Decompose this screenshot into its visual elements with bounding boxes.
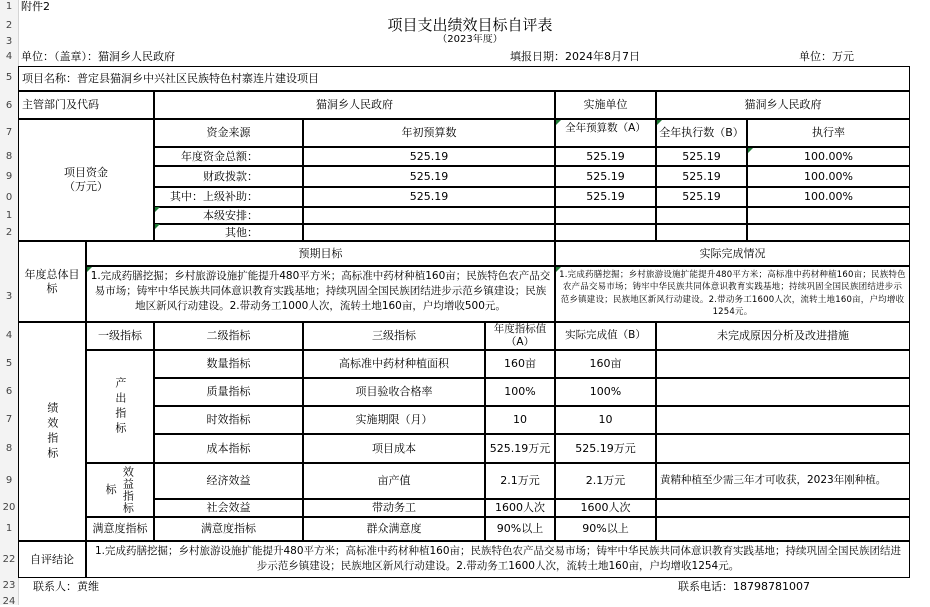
funds-header-annual: 全年预算数（A） xyxy=(555,119,656,147)
row-number[interactable]: 7 xyxy=(5,127,13,138)
fund-executed xyxy=(656,224,747,241)
contact-phone: 联系电话：18798781007 xyxy=(678,580,810,594)
ind-header-note: 未完成原因分析及改进措施 xyxy=(656,322,910,350)
ind-level2: 成本指标 xyxy=(154,434,303,463)
comment-marker xyxy=(556,267,561,272)
fund-executed xyxy=(656,207,747,224)
benefit-prefix: 标 xyxy=(105,483,117,497)
page-title: 项目支出绩效目标自评表 xyxy=(387,16,553,34)
impl-label: 实施单位 xyxy=(555,91,656,119)
fund-executed: 525.19 xyxy=(656,187,747,207)
comment-marker xyxy=(155,207,160,212)
fund-rate: 100.00% xyxy=(747,187,910,207)
fund-source: 其中：上级补助： xyxy=(154,187,303,207)
project-name: 项目名称：普定县猫洞乡中兴社区民族特色村寨连片建设项目 xyxy=(18,66,910,91)
dept-value: 猫洞乡人民政府 xyxy=(154,91,555,119)
benefit-indicator-group xyxy=(86,463,154,517)
goals-expected-text: 1.完成药膳挖掘；乡村旅游设施扩能提升480平方米；高标准中药材种植160亩；民族特色农产品交易市场；铸牢中华民族共同体意识教育实践基地；持续巩固全国民族团结进步示范乡镇建设；民族地区新风行动建设。2.带动务工1000人次，流转土地160亩，户均增收500元。 xyxy=(86,266,555,322)
funds-header-executed: 全年执行数（B） xyxy=(656,119,747,147)
dept-label: 主管部门及代码 xyxy=(18,91,154,119)
row-number[interactable]: 23 xyxy=(2,580,16,591)
fund-executed: 525.19 xyxy=(656,166,747,187)
fund-rate: 100.00% xyxy=(747,147,910,166)
ind-note xyxy=(656,499,910,517)
ind-actual: 90%以上 xyxy=(555,517,656,541)
ind-note xyxy=(656,378,910,406)
satisfaction-indicator-group: 满意度指标 xyxy=(86,517,154,541)
ind-level2: 社会效益 xyxy=(154,499,303,517)
row-number[interactable]: 2 xyxy=(5,20,13,31)
row-number[interactable]: 4 xyxy=(5,330,13,341)
output-indicator-group xyxy=(86,350,154,463)
row-number[interactable]: 4 xyxy=(5,51,13,62)
ind-note xyxy=(656,434,910,463)
row-number[interactable]: 1 xyxy=(5,1,13,12)
ind-actual: 525.19万元 xyxy=(555,434,656,463)
funds-label: 项目资金 （万元） xyxy=(18,119,154,241)
row-number[interactable]: 0 xyxy=(5,192,13,203)
fund-initial: 525.19 xyxy=(303,187,555,207)
row-number[interactable]: 24 xyxy=(2,596,16,607)
row-number[interactable]: 7 xyxy=(5,414,13,425)
ind-actual: 160亩 xyxy=(555,350,656,378)
goals-expected-header: 预期目标 xyxy=(86,241,555,266)
indicators-label xyxy=(18,322,86,541)
ind-header-l3: 三级指标 xyxy=(303,322,485,350)
row-number[interactable]: 5 xyxy=(5,358,13,369)
row-number[interactable]: 5 xyxy=(5,72,13,83)
row-number[interactable]: 6 xyxy=(5,386,13,397)
benefit-indicator-label: 效益指标 xyxy=(121,466,135,514)
ind-level3: 高标准中药材种植面积 xyxy=(303,350,485,378)
ind-actual: 2.1万元 xyxy=(555,463,656,499)
ind-level3: 群众满意度 xyxy=(303,517,485,541)
fund-source: 年度资金总额： xyxy=(154,147,303,166)
ind-note xyxy=(656,517,910,541)
year-subtitle: （2023年度） xyxy=(437,34,503,46)
contact-person: 联系人：黄维 xyxy=(33,580,99,594)
ind-target: 90%以上 xyxy=(485,517,555,541)
ind-actual: 1600人次 xyxy=(555,499,656,517)
fund-executed: 525.19 xyxy=(656,147,747,166)
ind-header-target: 年度指标值（A） xyxy=(485,322,555,350)
fill-date: 填报日期：2024年8月7日 xyxy=(510,50,640,64)
indicators-label-text: 绩效指标 xyxy=(45,401,59,462)
funds-header-rate: 执行率 xyxy=(747,119,910,147)
fund-rate xyxy=(747,224,910,241)
fund-annual: 525.19 xyxy=(555,166,656,187)
ind-level2: 数量指标 xyxy=(154,350,303,378)
comment-marker xyxy=(87,267,92,272)
row-number[interactable]: 3 xyxy=(5,36,13,47)
fund-annual xyxy=(555,224,656,241)
row-number[interactable]: 9 xyxy=(5,171,13,182)
unit-label: 单位：（盖章）：猫洞乡人民政府 xyxy=(21,50,175,64)
row-number[interactable]: 9 xyxy=(5,475,13,486)
row-number[interactable]: 22 xyxy=(2,554,16,565)
ind-header-l2: 二级指标 xyxy=(154,322,303,350)
conclusion-text: 1.完成药膳挖掘；乡村旅游设施扩能提升480平方米；高标准中药材种植160亩；民族特色农产品交易市场；铸牢中华民族共同体意识教育实践基地；持续巩固全国民族团结进步示范乡镇建设；民族地区新风行动建设。2.带动务工1600人次，流转土地160亩，户均增收1254元。 xyxy=(86,541,910,578)
ind-note: 黄精种植至少需三年才可收获，2023年刚种植。 xyxy=(656,463,910,499)
goals-actual-text: 1.完成药膳挖掘；乡村旅游设施扩能提升480平方米；高标准中药材种植160亩；民族特色农产品交易市场；铸牢中华民族共同体意识教育实践基地；持续巩固全国民族团结进步示范乡镇建设；民族地区新风行动建设。2.带动务工1600人次，流转土地160亩，户均增收1254元。 xyxy=(555,266,910,322)
ind-target: 2.1万元 xyxy=(485,463,555,499)
row-number[interactable]: 6 xyxy=(5,100,13,111)
row-number[interactable]: 3 xyxy=(5,291,13,302)
money-unit: 单位：万元 xyxy=(799,50,854,64)
goals-actual-header: 实际完成情况 xyxy=(555,241,910,266)
fund-initial: 525.19 xyxy=(303,166,555,187)
row-header-gutter xyxy=(0,0,19,605)
conclusion-label: 自评结论 xyxy=(18,541,86,578)
output-indicator-label: 产出指标 xyxy=(113,376,127,437)
fund-initial: 525.19 xyxy=(303,147,555,166)
comment-marker xyxy=(657,120,662,125)
ind-note xyxy=(656,406,910,434)
ind-actual: 10 xyxy=(555,406,656,434)
ind-level2: 满意度指标 xyxy=(154,517,303,541)
ind-level3: 实施期限（月） xyxy=(303,406,485,434)
fund-annual: 525.19 xyxy=(555,187,656,207)
ind-target: 1600人次 xyxy=(485,499,555,517)
ind-target: 100% xyxy=(485,378,555,406)
fund-initial xyxy=(303,207,555,224)
attachment-label: 附件2 xyxy=(21,0,50,14)
ind-level3: 亩产值 xyxy=(303,463,485,499)
impl-value: 猫洞乡人民政府 xyxy=(656,91,910,119)
comment-marker xyxy=(155,224,160,229)
row-number[interactable]: 8 xyxy=(5,443,13,454)
goals-label: 年度总体目标 xyxy=(18,241,86,322)
fund-annual: 525.19 xyxy=(555,147,656,166)
ind-actual: 100% xyxy=(555,378,656,406)
funds-header-source: 资金来源 xyxy=(154,119,303,147)
ind-note xyxy=(656,350,910,378)
fund-source: 财政拨款： xyxy=(154,166,303,187)
ind-level3: 带动务工 xyxy=(303,499,485,517)
fund-initial xyxy=(303,224,555,241)
fund-rate xyxy=(747,207,910,224)
ind-target: 160亩 xyxy=(485,350,555,378)
funds-header-initial: 年初预算数 xyxy=(303,119,555,147)
ind-level2: 经济效益 xyxy=(154,463,303,499)
comment-marker xyxy=(556,120,561,125)
ind-level3: 项目成本 xyxy=(303,434,485,463)
fund-source: 其他： xyxy=(154,224,303,241)
ind-level2: 时效指标 xyxy=(154,406,303,434)
fund-annual xyxy=(555,207,656,224)
ind-target: 10 xyxy=(485,406,555,434)
comment-marker xyxy=(748,148,753,153)
row-number[interactable]: 1 xyxy=(5,523,13,534)
row-number[interactable]: 8 xyxy=(5,151,13,162)
row-number[interactable]: 2 xyxy=(5,227,13,238)
ind-header-l1: 一级指标 xyxy=(86,322,154,350)
ind-target: 525.19万元 xyxy=(485,434,555,463)
row-number[interactable]: 1 xyxy=(5,210,13,221)
fund-rate: 100.00% xyxy=(747,166,910,187)
fund-source: 本级安排： xyxy=(154,207,303,224)
row-number[interactable]: 20 xyxy=(2,502,16,513)
ind-header-actual: 实际完成值（B） xyxy=(555,322,656,350)
ind-level2: 质量指标 xyxy=(154,378,303,406)
ind-level3: 项目验收合格率 xyxy=(303,378,485,406)
